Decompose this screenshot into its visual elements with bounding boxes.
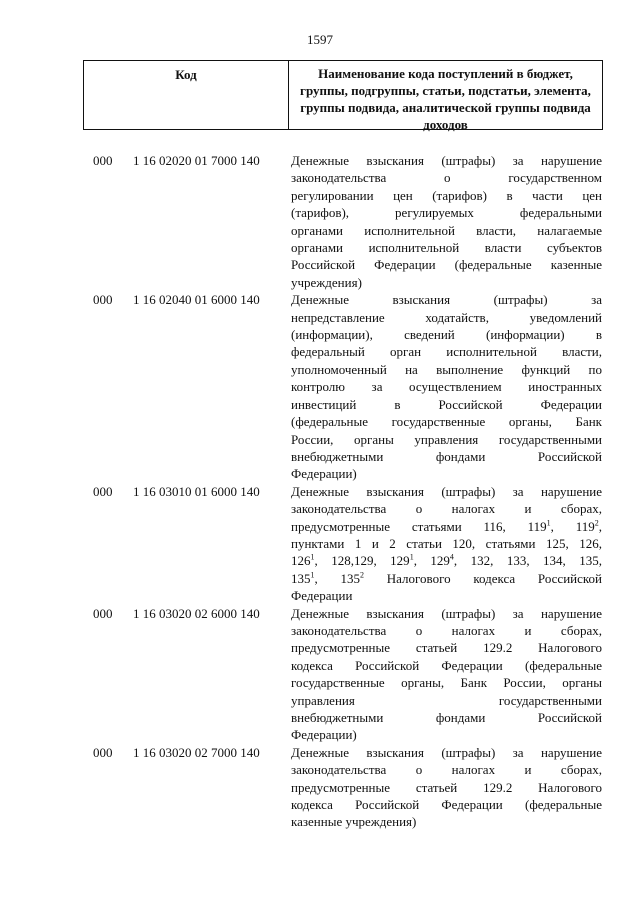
description-line: законодательства о налогах и сборах, <box>291 622 602 638</box>
description-line: внебюджетными фондами Российской <box>291 710 602 725</box>
description-line: законодательства о налогах и сборах, <box>291 501 602 517</box>
table-row <box>0 291 640 482</box>
row-budget-code: 1 16 03020 02 7000 140 <box>133 744 260 760</box>
description-line: федеральный орган исполнительной власти, <box>291 344 602 360</box>
description-line: Денежные взыскания (штрафы) за нарушение <box>291 605 602 621</box>
row-budget-code: 1 16 02040 01 6000 140 <box>133 292 260 308</box>
header-code: Код <box>84 61 289 129</box>
description-line: Федерации) <box>291 466 357 482</box>
row-admin-code: 000 <box>93 483 113 499</box>
description-line: предусмотренные статьей 129.2 Налогового <box>291 640 602 656</box>
description-line: России, органы управления государственными <box>291 431 602 447</box>
description-line: (информации), сведений (информации) в <box>291 327 602 343</box>
description-line: предусмотренные статьями 116, $119^1$, $119^2$, <box>291 518 602 534</box>
description-line: Федерации <box>291 588 353 604</box>
row-description <box>291 483 602 605</box>
description-line: казенные учреждения) <box>291 814 417 830</box>
row-budget-code: 1 16 03020 02 6000 140 <box>133 605 260 621</box>
description-line: (федеральные государственные органы, Банк <box>291 414 602 430</box>
page-number: 1597 <box>307 32 333 47</box>
description-line: инвестиций в Российской Федерации <box>291 396 602 412</box>
description-line: Денежные взыскания (штрафы) за нарушение <box>291 153 602 168</box>
description-line: пунктами 1 и 2 статьи 120, статьями 125, 126, <box>291 535 602 551</box>
description-line: Денежные взыскания (штрафы) за <box>291 292 602 308</box>
row-admin-code: 000 <box>93 153 113 168</box>
description-line: Денежные взыскания (штрафы) за нарушение <box>291 483 602 499</box>
row-admin-code: 000 <box>93 605 113 621</box>
row-description <box>291 152 602 291</box>
description-line: (тарифов), регулируемых федеральными <box>291 205 602 221</box>
table-row <box>0 152 640 291</box>
table-header <box>83 60 603 130</box>
description-line: кодекса Российской Федерации (федеральные <box>291 797 602 813</box>
row-description <box>291 291 602 482</box>
description-line: законодательства о государственном <box>291 170 602 186</box>
header-name: Наименование кода поступлений в бюджет, группы, подгруппы, статьи, подстатьи, элемента, группы подвида, аналитической группы подвида доходов <box>300 66 591 132</box>
description-line: Федерации) <box>291 727 357 743</box>
row-admin-code: 000 <box>93 292 113 308</box>
description-line: уполномоченный на выполнение функций по <box>291 361 602 377</box>
row-description <box>291 605 602 744</box>
table-row <box>0 605 640 744</box>
description-line: $126^1$, 128,129, $129^1$, $129^4$, 132, 133, 134, 135, <box>291 553 603 569</box>
description-line: законодательства о налогах и сборах, <box>291 762 602 778</box>
description-line: учреждения) <box>291 274 362 290</box>
row-budget-code: 1 16 02020 01 7000 140 <box>133 153 260 168</box>
table-row <box>0 483 640 605</box>
description-line: органами исполнительной власти субъектов <box>291 240 602 256</box>
description-line: предусмотренные статьей 129.2 Налогового <box>291 779 602 795</box>
description-line: непредставление ходатайств, уведомлений <box>291 309 602 325</box>
description-line: внебюджетными фондами Российской <box>291 448 602 464</box>
description-line: контролю за осуществлением иностранных <box>291 379 602 395</box>
description-line: управления государственными <box>291 692 602 708</box>
description-line: кодекса Российской Федерации (федеральные <box>291 657 602 673</box>
row-description <box>291 744 602 831</box>
row-admin-code: 000 <box>93 744 113 760</box>
description-line: государственные органы, Банк России, органы <box>291 675 602 691</box>
description-line: Российской Федерации (федеральные казенные <box>291 257 602 273</box>
table-row <box>0 744 640 831</box>
description-line: Денежные взыскания (штрафы) за нарушение <box>291 744 602 760</box>
row-budget-code: 1 16 03010 01 6000 140 <box>133 483 260 499</box>
description-line: органами исполнительной власти, налагаемые <box>291 222 602 238</box>
description-line: регулировании цен (тарифов) в части цен <box>291 187 602 203</box>
description-line: $135^1$, $135^2$ Налогового кодекса Российской <box>291 570 602 586</box>
table-body <box>0 152 640 831</box>
